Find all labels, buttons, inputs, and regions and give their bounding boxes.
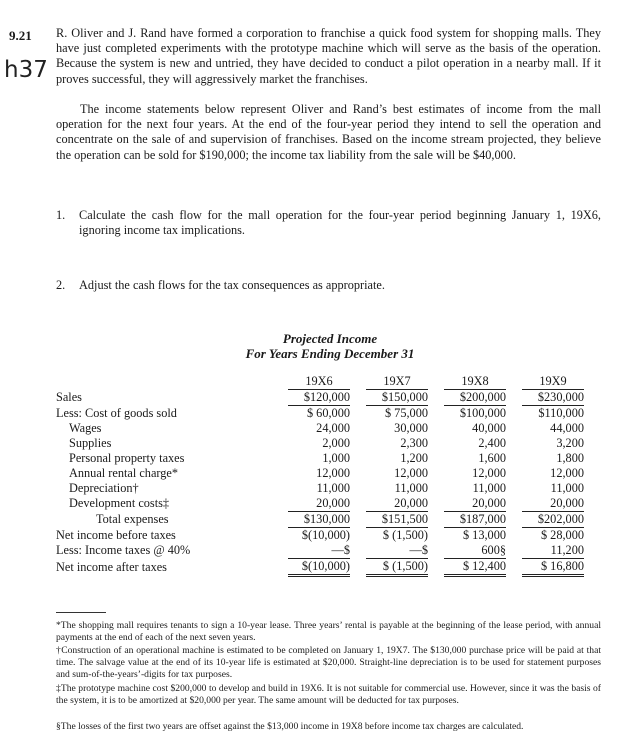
table-row	[56, 481, 584, 496]
cell: 20,000	[444, 496, 506, 512]
cell: 1,600	[478, 451, 506, 465]
cell: $ 12,400	[444, 559, 506, 576]
year-header: 19X8	[461, 374, 489, 388]
income-paragraph: The income statements below represent Oliver and Rand’s best estimates of income from the mall operation for the next four years. At the end of the four-year period they intend to sell the operation and concentrate on the sale of and supervision of franchises. Based on the income stream projected, they believe the operation can be sold for $190,000; the income tax liability from the sale will be $40,000.	[56, 102, 601, 162]
table-row	[56, 466, 584, 481]
cell: $187,000	[444, 512, 506, 528]
cell: 44,000	[550, 421, 584, 435]
table-row	[56, 543, 584, 559]
row-label: Depreciation†	[69, 481, 139, 495]
cell: $100,000	[459, 406, 506, 420]
cell: 11,000	[550, 481, 584, 495]
question-2-text: Adjust the cash flows for the tax consequences as appropriate.	[79, 278, 385, 292]
statement-title: Projected Income	[282, 331, 378, 346]
cell: 12,000	[472, 466, 506, 480]
cell: 11,000	[394, 481, 428, 495]
cell: 20,000	[366, 496, 428, 512]
cell: $230,000	[522, 390, 584, 406]
cell: $(10,000)	[288, 559, 350, 576]
cell: 30,000	[394, 421, 428, 435]
cell: 1,800	[556, 451, 584, 465]
cell: 11,000	[472, 481, 506, 495]
cell: 20,000	[288, 496, 350, 512]
table-row	[56, 451, 584, 466]
cell: $(10,000)	[301, 528, 350, 542]
cell: $120,000	[288, 390, 350, 406]
table-row	[56, 406, 584, 422]
cell: 12,000	[394, 466, 428, 480]
row-label: Wages	[69, 421, 102, 435]
intro-paragraph: R. Oliver and J. Rand have formed a corporation to franchise a quick food system for shopping malls. They have just completed experiments with the prototype machine which will serve as the basis of the operation. Because the system is new and untried, they have decided to conduct a pilot operation in a nearby mall. If it proves successful, they will aggressively market the franchises.	[56, 26, 601, 86]
table-row	[56, 436, 584, 451]
table-row	[56, 512, 584, 528]
cell: $ 60,000	[306, 406, 350, 420]
table-row	[56, 528, 584, 544]
footnote-rental: *The shopping mall requires tenants to sign a 10-year lease. Three years’ rental is payable at the beginning of the lease period, with annual payments at the end of each of the next seven years.	[56, 620, 601, 643]
footnote-divider	[56, 612, 106, 613]
table-row	[56, 559, 584, 576]
footnote-depreciation: †Construction of an operational machine is estimated to be completed on January 1, 19X7. The $130,000 purchase price will be paid at that time. The salvage value at the end of its 10-year life is estimated at $20,000. Straight-line depreciation is to be used for statement purposes and sum-of-the-years’-digits for tax purposes.	[56, 645, 601, 680]
row-label: Total expenses	[96, 512, 169, 526]
footnote-development: ‡The prototype machine cost $200,000 to develop and build in 19X6. It is not suitable for commercial use. However, since it was the basis of the system, it is to be amortized at $20,000 per year. The same amount will be deducted for tax purposes.	[56, 683, 601, 706]
row-label: Net income before taxes	[56, 527, 176, 542]
cell: $151,500	[366, 512, 428, 528]
cell: $ (1,500)	[366, 559, 428, 576]
cell: $ 13,000	[462, 528, 506, 542]
cell: $130,000	[288, 512, 350, 528]
cell: —$	[288, 543, 350, 559]
row-label: Net income after taxes	[56, 559, 167, 574]
cell: 12,000	[316, 466, 350, 480]
handwritten-mark: h37	[4, 57, 48, 83]
cell: $ 75,000	[384, 406, 428, 420]
year-header: 19X9	[539, 374, 567, 388]
cell: $ (1,500)	[382, 528, 428, 542]
cell: —$	[366, 543, 428, 559]
year-header: 19X7	[383, 374, 411, 388]
cell: 24,000	[316, 421, 350, 435]
cell: 3,200	[556, 436, 584, 450]
table-row	[56, 496, 584, 512]
cell: 600§	[444, 543, 506, 559]
row-label: Annual rental charge*	[69, 466, 179, 480]
cell: $ 28,000	[540, 528, 584, 542]
cell: 2,000	[322, 436, 350, 450]
table-row	[56, 421, 584, 436]
cell: 2,400	[478, 436, 506, 450]
cell: $150,000	[366, 390, 428, 406]
footnote-losses: §The losses of the first two years are offset against the $13,000 income in 19X8 before income tax charges are calculated.	[56, 721, 524, 732]
cell: 2,300	[400, 436, 428, 450]
cell: 20,000	[522, 496, 584, 512]
cell: 40,000	[472, 421, 506, 435]
problem-number: 9.21	[9, 28, 32, 43]
cell: $200,000	[444, 390, 506, 406]
question-1-number: 1.	[56, 208, 66, 222]
cell: 11,200	[522, 543, 584, 559]
cell: $ 16,800	[522, 559, 584, 576]
row-label: Less: Cost of goods sold	[56, 405, 177, 420]
year-header: 19X6	[305, 374, 333, 388]
row-label: Sales	[56, 390, 82, 404]
table-row	[56, 390, 584, 406]
row-label: Personal property taxes	[69, 451, 185, 465]
income-statement-table	[56, 374, 584, 577]
row-label: Development costs‡	[69, 496, 170, 511]
cell: $110,000	[538, 406, 584, 420]
cell: 1,200	[400, 451, 428, 465]
cell: $202,000	[522, 512, 584, 528]
table-header-row	[56, 374, 584, 390]
cell: 11,000	[316, 481, 350, 495]
row-label: Less: Income taxes @ 40%	[56, 543, 191, 558]
cell: 1,000	[322, 451, 350, 465]
cell: 12,000	[550, 466, 584, 480]
question-1-text: Calculate the cash flow for the mall operation for the four-year period beginning January 1, 19X6, ignoring income tax implications.	[79, 208, 601, 238]
question-2-number: 2.	[56, 278, 66, 292]
row-label: Supplies	[69, 436, 112, 450]
statement-subtitle: For Years Ending December 31	[245, 346, 415, 361]
